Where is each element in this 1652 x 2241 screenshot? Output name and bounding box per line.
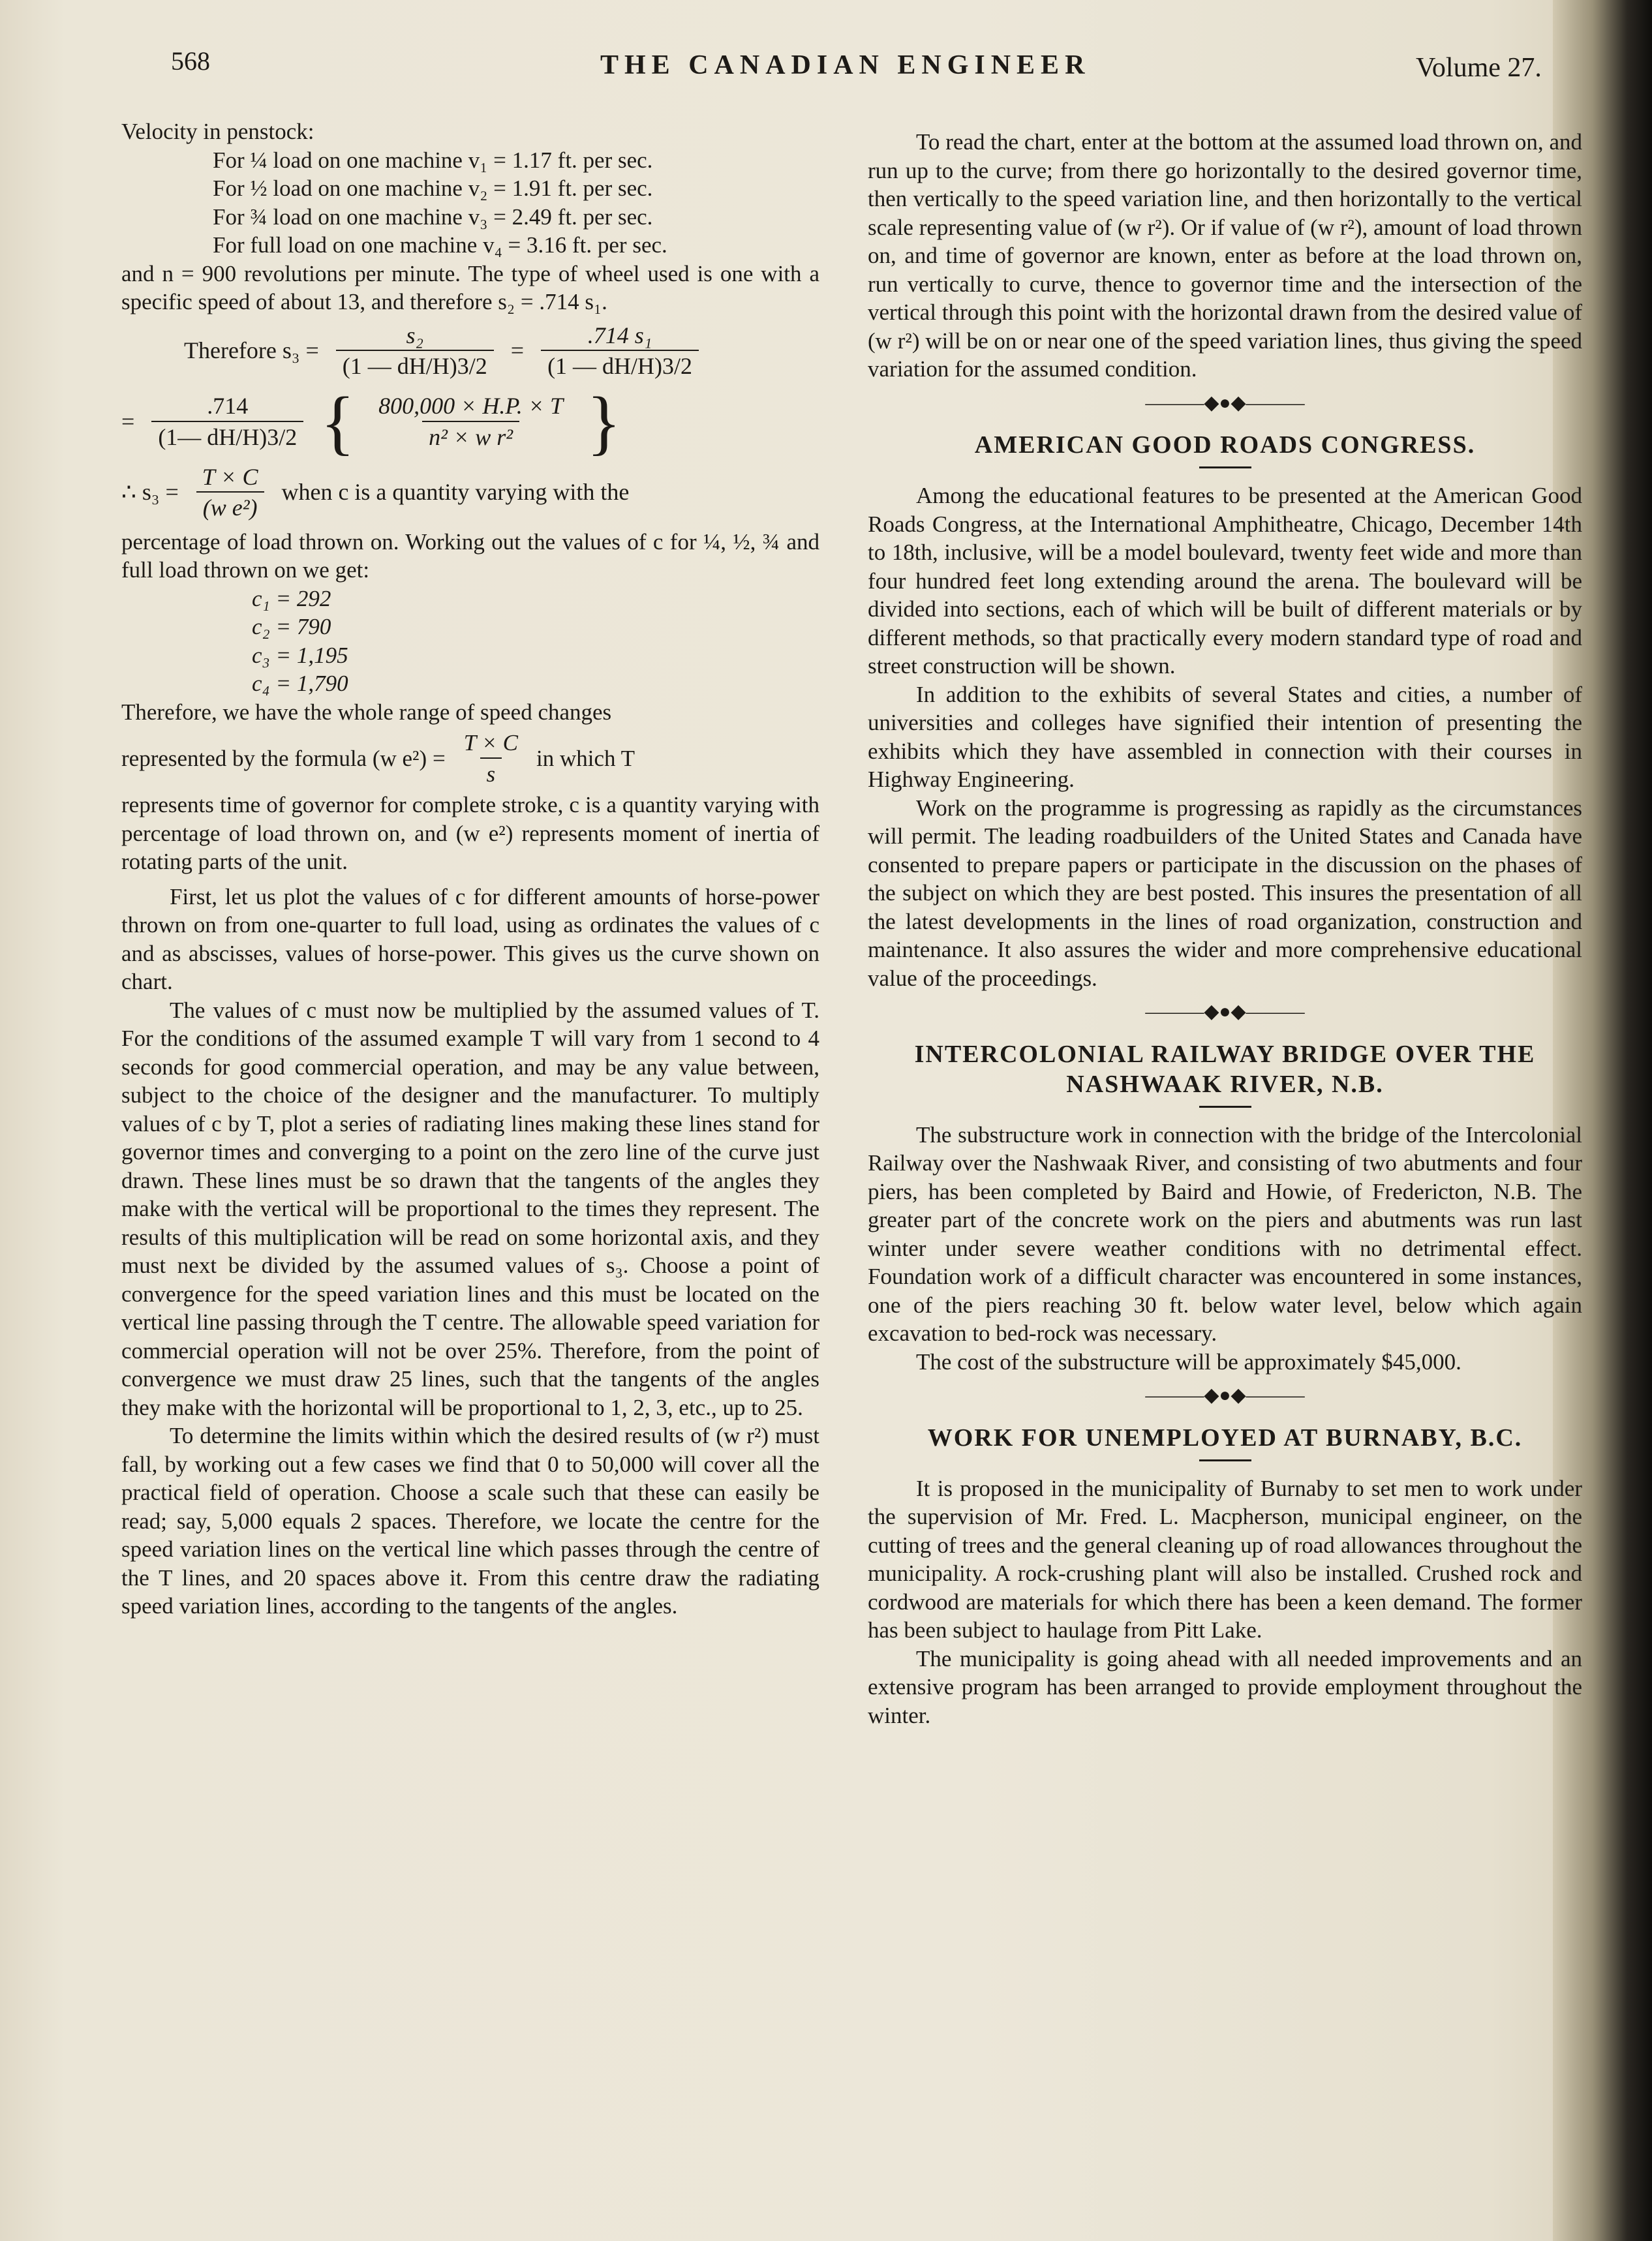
speed-paragraph: and n = 900 revolutions per minute. The type of wheel used is one with a specific speed of about 13, and therefore s₂ = .714 s₁. xyxy=(121,260,819,314)
heading-rule xyxy=(1199,1106,1251,1108)
ornament-divider: ———◆●◆——— xyxy=(1145,1384,1305,1406)
formula-fraction xyxy=(372,392,570,451)
formula-we2 xyxy=(121,729,819,788)
formula-s3-result xyxy=(121,463,819,523)
article-heading: INTERCOLONIAL RAILWAY BRIDGE OVER THE NASHWAAK RIVER, N.B. xyxy=(914,1040,1536,1098)
fraction-numerator: 800,000 × H.P. × T xyxy=(378,393,564,419)
article-heading: WORK FOR UNEMPLOYED AT BURNABY, B.C. xyxy=(927,1424,1523,1452)
article-heading: AMERICAN GOOD ROADS CONGRESS. xyxy=(974,431,1476,459)
volume-label: Volume 27. xyxy=(1416,53,1542,83)
formula-s3 xyxy=(184,322,819,381)
chart-paragraph: To read the chart, enter at the bottom at the assumed load thrown on, and run up to the curve; from there go horizontally to the desired governor time, then vertically to the speed variation line, and then horizontally to the vertical scale representing value of (w r²). Or if value of (w r²), amount of load thrown on, and time of governor are known, enter as before at the load thrown on, run vertically to curve, thence to governor time and the intersection of the vertical through this point with the horizontal drawn from the desired value of (w r²) will be on or near one of the speed variation lines, thus giving the speed variation for the assumed condition. xyxy=(868,129,1582,382)
formula-fraction xyxy=(336,322,494,381)
c-value: c₁ = 292 xyxy=(252,585,331,611)
roads-paragraph: Work on the programme is progressing as rapidly as the circumstances will permit. The leading roadbuilders of the United States and Canada have consented to prepare papers or participate in the discussion on the phases of the subject on which they are best posted. This insures the presentation of all the latest developments in the lines of road organization, construction and maintenance. It also assures the wider and more comprehensive educational value of the proceedings. xyxy=(868,795,1582,991)
right-brace: } xyxy=(587,382,621,462)
left-column xyxy=(121,117,819,1621)
fraction-numerator: T × C xyxy=(202,463,258,490)
formula-fraction xyxy=(151,392,303,451)
formula-fraction xyxy=(196,463,265,523)
fraction-denominator: s xyxy=(480,757,502,789)
formula-s3-lead: Therefore s₃ = xyxy=(184,337,319,364)
formula-s3-label: ∴ s₃ = xyxy=(121,479,179,506)
fraction-denominator: n² × w r² xyxy=(422,421,519,452)
equals-sign: = xyxy=(510,337,525,364)
velocity-line: For full load on one machine v₄ = 3.16 ft. per sec. xyxy=(213,232,667,258)
formula-s3-text: when c is a quantity varying with the xyxy=(281,479,630,506)
heading-rule xyxy=(1199,1459,1251,1461)
formula-fraction xyxy=(457,729,525,788)
fraction-numerator: .714 xyxy=(207,393,249,419)
c-value: c₂ = 790 xyxy=(252,614,331,639)
velocity-line: For ¼ load on one machine v₁ = 1.17 ft. per sec. xyxy=(213,147,653,173)
fraction-numerator: s₂ xyxy=(406,322,424,348)
roads-paragraph: Among the educational features to be presented at the American Good Roads Congress, at the International Amphitheatre, Chicago, December 14th to 18th, inclusive, will be a model boulevard, twenty feet wide and more than four hundred feet long extending around the arena. The boulevard will be divided into sections, each of which will be built of different materials or by different methods, so that practically every modern standard type of road and street construction will be shown. xyxy=(868,483,1582,678)
page-number: 568 xyxy=(171,46,210,76)
c-value: c₄ = 1,790 xyxy=(252,671,348,696)
velocity-title: Velocity in penstock: xyxy=(121,119,314,144)
determine-paragraph: To determine the limits within which the desired results of (w r²) must fall, by working out a few cases we find that 0 to 50,000 will cover all the practical field of operation. Choose a scale such that these can easily be read; say, 5,000 equals 2 spaces. Therefore, we locate the centre for the speed variation lines on the vertical line which passes through the centre of the T lines, and 20 spaces above it. From this centre draw the radiating speed variation lines, according to the tangents of the angles. xyxy=(121,1423,819,1619)
values-paragraph: The values of c must now be multiplied by the assumed values of T. For the conditions of the assumed example T will vary from 1 second to 4 seconds for good commercial operation, and may be any value between, subject to the choice of the designer and the manufacturer. To multiply values of c by T, plot a series of radiating lines making these lines stand for governor times and converging to a point on the zero line of the curve just drawn. These lines must be so drawn that the tangents of the angles they make with the vertical will be proportional to the times they represent. The results of this multiplication will be read on some horizontal axis, and they must next be divided by the assumed values of s₃. Choose a point of convergence for the speed variation lines and this must be located on the vertical line passing through the T centre. The allowable speed variation for commercial operation will not be over 25%. Therefore, from the point of convergence we must draw 25 lines, such that the tangents of the angles they make with the horizontal will be proportional to 1, 2, 3, etc., up to 25. xyxy=(121,997,819,1420)
velocity-line: For ¾ load on one machine v₃ = 2.49 ft. per sec. xyxy=(213,204,653,230)
roads-paragraph: In addition to the exhibits of several States and cities, a number of universities and colleges have signified their intention of presenting the exhibits which they have assembled in connection with their courses in Highway Engineering. xyxy=(868,681,1582,792)
formula-we2-tail: in which T xyxy=(536,745,635,771)
range-paragraph: Therefore, we have the whole range of speed changes xyxy=(121,699,612,725)
percentage-paragraph: percentage of load thrown on. Working out the values of c for ¼, ½, ¾ and full load thrown on we get: xyxy=(121,528,819,583)
fraction-numerator: .714 s₁ xyxy=(587,322,652,348)
equals-sign: = xyxy=(121,408,135,434)
right-column xyxy=(868,128,1582,1730)
formula-expanded xyxy=(121,382,819,462)
burnaby-paragraph: It is proposed in the municipality of Burnaby to set men to work under the supervision of Mr. Fred. L. Macpherson, municipal engineer, on the cutting of trees and the general cleaning up of road allowances throughout the municipality. A rock-crushing plant will also be installed. Crushed rock and cordwood are materials for which there has been a keen demand. The former has been subject to haulage from Pitt Lake. xyxy=(868,1475,1582,1643)
fraction-denominator: (1— dH/H)3/2 xyxy=(151,421,303,452)
fraction-numerator: T × C xyxy=(463,730,518,755)
fraction-denominator: (1 — dH/H)3/2 xyxy=(541,350,699,381)
burnaby-paragraph: The municipality is going ahead with all needed improvements and an extensive program has been arranged to provide employment throughout the winter. xyxy=(868,1645,1582,1728)
formula-we2-lead: represented by the formula (w e²) = xyxy=(121,745,446,771)
formula-fraction xyxy=(541,322,699,381)
ornament-divider: ———◆●◆——— xyxy=(1145,1001,1305,1022)
represents-paragraph: represents time of governor for complete stroke, c is a quantity varying with percentage of load thrown on, and (w e²) represents moment of inertia of rotating parts of the unit. xyxy=(121,792,819,874)
heading-rule xyxy=(1199,466,1251,468)
first-paragraph: First, let us plot the values of c for different amounts of horse-power thrown on from one-quarter to full load, using as ordinates the values of c and as abscisses, values of horse-power. This gives us the curve shown on chart. xyxy=(121,883,819,994)
c-value: c₃ = 1,195 xyxy=(252,642,348,668)
velocity-line: For ½ load on one machine v₂ = 1.91 ft. per sec. xyxy=(213,175,653,201)
journal-title: THE CANADIAN ENGINEER xyxy=(600,50,1091,80)
bridge-paragraph: The cost of the substructure will be approximately $45,000. xyxy=(916,1349,1461,1375)
ornament-divider: ———◆●◆——— xyxy=(1145,391,1305,414)
fraction-denominator: (w e²) xyxy=(196,491,264,523)
left-brace: { xyxy=(320,382,356,462)
fraction-denominator: (1 — dH/H)3/2 xyxy=(336,350,494,381)
page-header xyxy=(0,46,1652,91)
bridge-paragraph: The substructure work in connection with the bridge of the Intercolonial Railway over the Nashwaak River, and consisting of two abutments and four piers, has been completed by Baird and Howie, of Fredericton, N.B. The greater part of the concrete work on the piers and abutments was run last winter under severe weather conditions with no detrimental effect. Foundation work of a difficult character was encountered in some instances, one of the piers reaching 30 ft. below water level, below which again excavation to bed-rock was necessary. xyxy=(868,1121,1582,1346)
